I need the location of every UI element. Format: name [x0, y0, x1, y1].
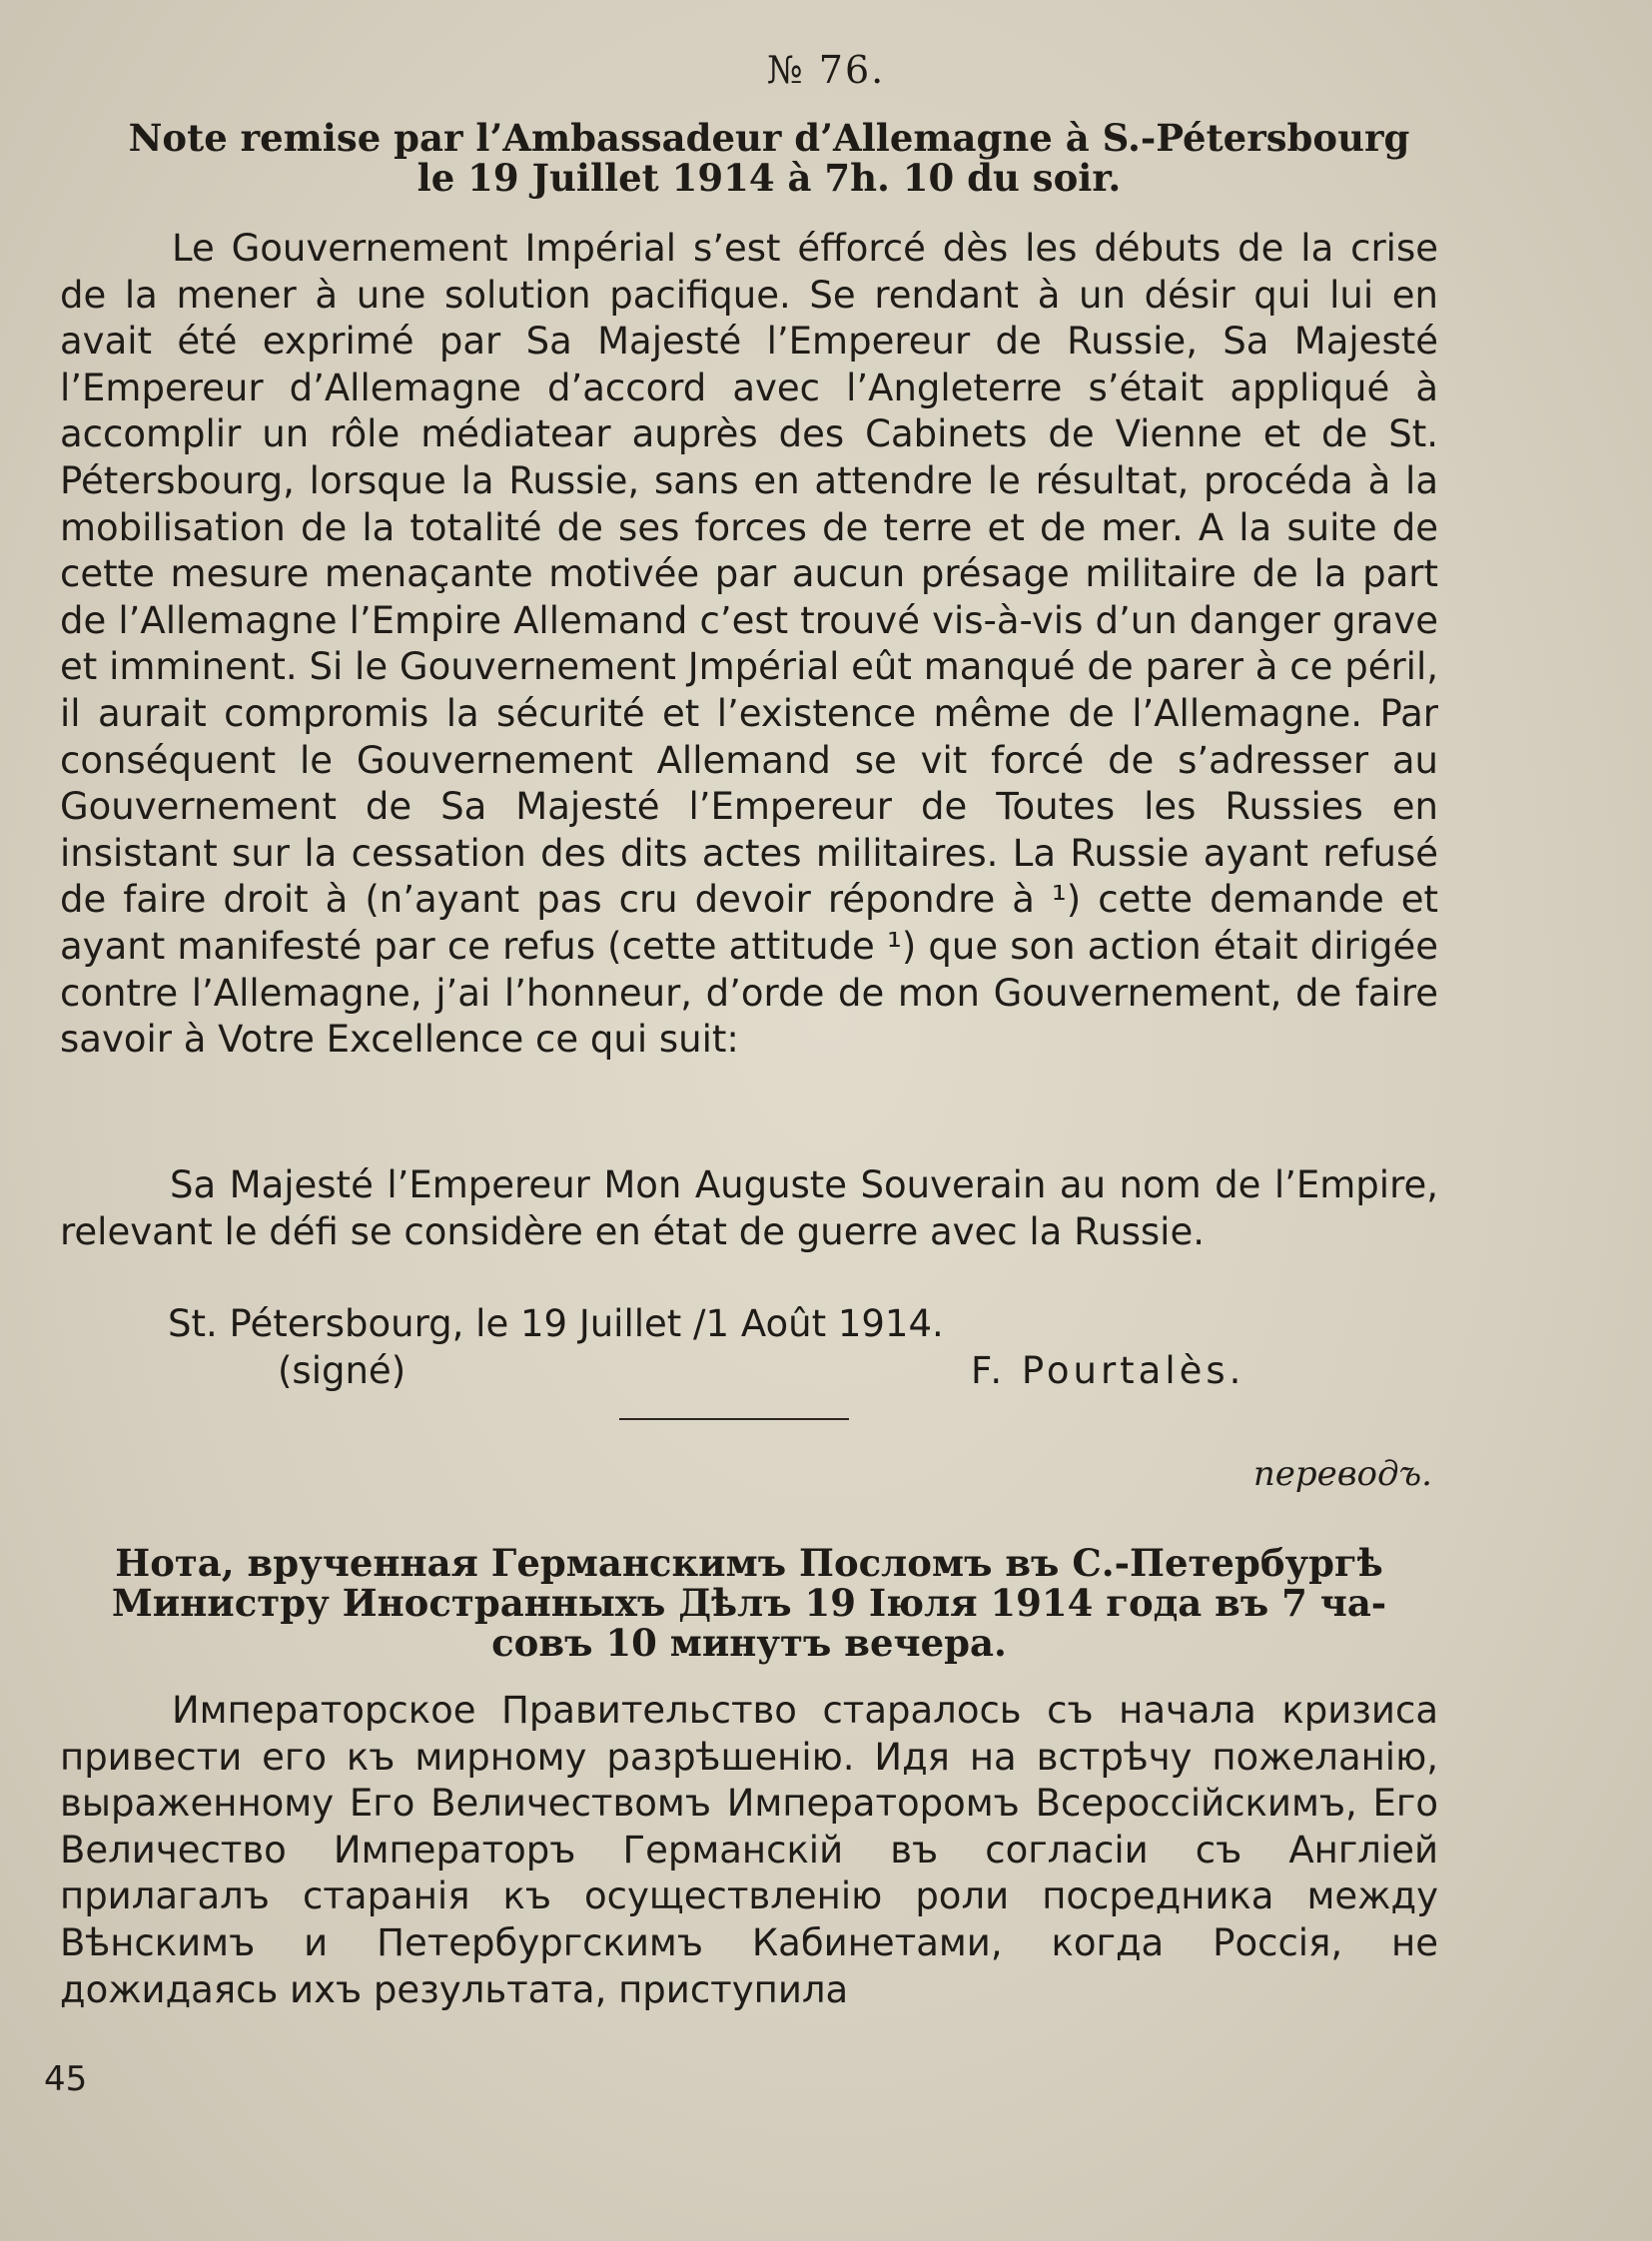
place-date-line: St. Pétersbourg, le 19 Juillet /1 Août 1914. — [168, 1302, 944, 1345]
french-title — [60, 118, 1478, 198]
translation-label: переводъ. — [1252, 1454, 1432, 1494]
russian-title — [50, 1543, 1448, 1663]
russian-title-line-3: совъ 10 минутъ вечера. — [491, 1621, 1007, 1665]
russian-body-paragraph: Императорское Правительство старалось съ начала кризиса привести его къ мирному разрѣшенію. Идя на встрѣчу пожеланію, выраженному Его Величествомъ Императоромъ Всероссійскимъ, Его Величество Императоръ Германскій въ согласіи съ Англіей прилагалъ старанія къ осуществленію роли посредника между Вѣнскимъ и Петербургскимъ Кабинетами, когда Россія, не дожидаясь ихъ результата, приступила — [60, 1689, 1438, 2011]
french-title-line-1: Note remise par l’Ambassadeur d’Allemagne à S.-Pétersbourg — [128, 116, 1410, 160]
french-body-paragraph: Le Gouvernement Impérial s’est éfforcé dès les débuts de la crise de la mener à une solution pacifique. Se rendant à un désir qui lui en avait été exprimé par Sa Majesté l’Empereur de Russie, Sa Majesté l’Empereur d’Allemagne d’accord avec l’Angleterre s’était appliqué à accomplir un rôle médiatear auprès des Cabinets de Vienne et de St. Pétersbourg, lorsque la Russie, sans en attendre le résultat, procéda à la mobilisation de la totalité de ses forces de terre et de mer. A la suite de cette mesure menaçante motivée par aucun présage militaire de la part de l’Allemagne l’Empire Allemand c’est trouvé vis-à-vis d’un danger grave et imminent. Si le Gouvernement Jmpérial eût manqué de parer à ce péril, il aurait compromis la sécurité et l’existence même de l’Allemagne. Par conséquent le Gouvernement Allemand se vit forcé de s’adresser au Gouvernement de Sa Majesté l’Empereur de Toutes les Russies en insistant sur la cessation des dits actes militaires. La Russie ayant refusé de faire droit à (n’ayant pas cru devoir répondre à ¹) cette demande et ayant manifesté par ce refus (cette attitude ¹) que son action était dirigée contre l’Allemagne, j’ai l’honneur, d’orde de mon Gouvernement, de faire savoir à Votre Excellence ce qui suit: — [60, 227, 1438, 1062]
document-number: № 76. — [766, 48, 886, 92]
french-decision-paragraph: Sa Majesté l’Empereur Mon Auguste Souverain au nom de l’Empire, relevant le défi se considère en état de guerre avec la Russie. — [60, 1163, 1438, 1253]
signed-label: (signé) — [278, 1349, 407, 1392]
russian-title-line-2: Министру Иностранныхъ Дѣлъ 19 Іюля 1914 года въ 7 ча- — [111, 1581, 1387, 1625]
signatory-name: F. Pourtalès. — [971, 1349, 1245, 1392]
russian-title-line-1: Нота, врученная Германскимъ Посломъ въ С.-Петербургѣ — [115, 1541, 1383, 1585]
page-number: 45 — [44, 2059, 88, 2099]
french-title-line-2: le 19 Juillet 1914 à 7h. 10 du soir. — [416, 156, 1122, 200]
section-divider — [619, 1418, 849, 1420]
